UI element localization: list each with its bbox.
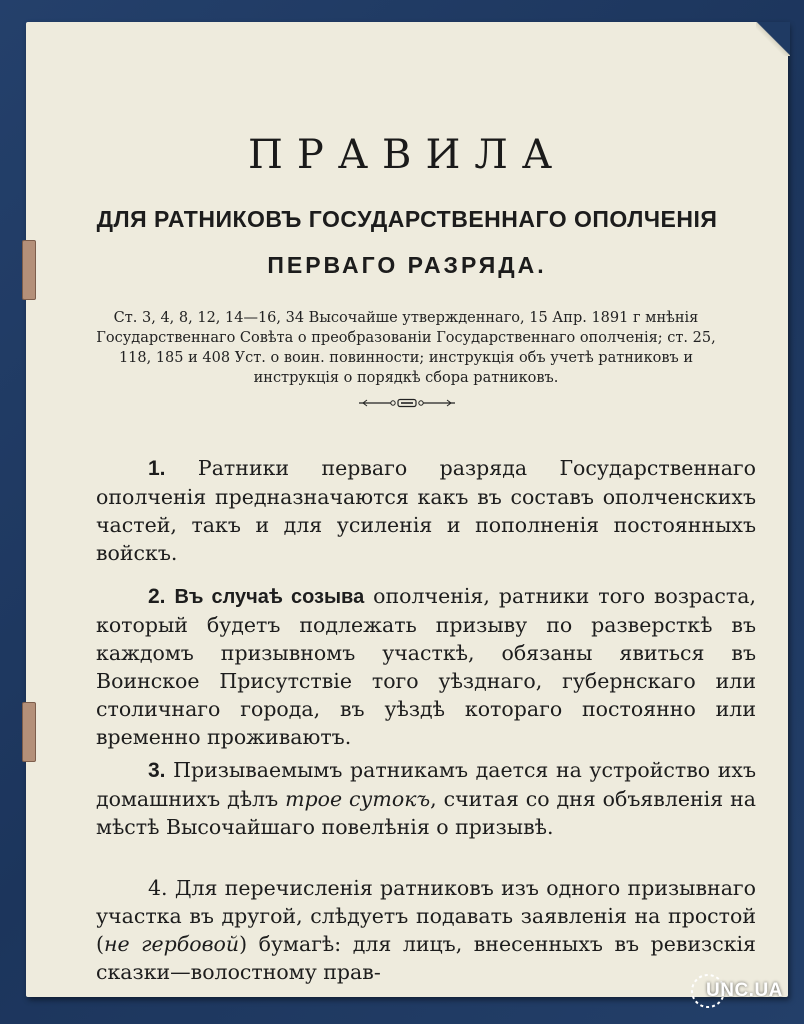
paragraph-text: Для перечисленія ратниковъ изъ одного призывнаго участка въ другой, слѣдуетъ подавать заявленія на простой ( — [96, 876, 756, 956]
paragraph-number: 3. — [148, 759, 166, 782]
paragraph-2 — [96, 582, 756, 751]
paragraph-number: 2. — [148, 585, 166, 608]
legal-references: Ст. 3, 4, 8, 12, 14—16, 34 Высочайше утвержденнаго, 15 Апр. 1891 г мнѣнія Государственнаго Совѣта о преобразованіи Государственнаго ополченія; ст. 25, 118, 185 и 408 Уст. о воин. повинности; инструкція объ учетѣ ратниковъ и инструкція о порядкѣ сбора ратниковъ. — [96, 310, 716, 386]
paragraph-lead: Въ случаѣ созыва — [174, 586, 365, 608]
binding-staple-bottom — [22, 702, 36, 762]
paragraph-4 — [96, 874, 756, 986]
folded-corner — [756, 22, 790, 56]
paragraph-text-after: , считая со дня объявленія на мѣстѣ Высочайшаго повелѣнія о призывѣ. — [96, 787, 756, 839]
paragraph-text: ополченія, ратники того возраста, который будетъ подлежать призыву по разверсткѣ въ каждомъ призывномъ участкѣ, обязаны явиться въ Воинское Присутствіе того уѣзднаго, губернскаго или столичнаго города, въ уѣздѣ котораго постоянно или временно проживаютъ. — [96, 584, 756, 749]
paragraph-3 — [96, 756, 756, 841]
paragraph-number: 4. — [148, 876, 168, 900]
paragraph-number: 1. — [148, 457, 166, 480]
paragraph-emphasis: не гербовой — [104, 932, 240, 956]
paragraph-text-after: ) бумагѣ: для лицъ, внесенныхъ въ ревизскія сказки—волостному прав- — [96, 932, 756, 984]
paragraph-text: Ратники перваго разряда Государственнаго ополченія предназначаются какъ въ составъ ополченскихъ частей, такъ и для усиленія и пополненія постоянныхъ войскъ. — [96, 456, 756, 565]
document-subtitle-line2: ПЕРВАГО РАЗРЯДА. — [267, 252, 547, 278]
document-subtitle-line1: ДЛЯ РАТНИКОВЪ ГОСУДАРСТВЕННАГО ОПОЛЧЕНІЯ — [96, 206, 718, 232]
watermark-text: UNC.UA — [706, 980, 783, 1001]
paragraph-text: Призываемымъ ратникамъ дается на устройство ихъ домашнихъ дѣлъ — [96, 758, 756, 811]
document-title: ПРАВИЛА — [247, 132, 567, 178]
ornament-divider-icon — [357, 396, 457, 410]
paragraph-1 — [96, 454, 756, 567]
paragraph-emphasis: трое сутокъ — [285, 787, 431, 811]
document-sheet — [26, 22, 788, 997]
